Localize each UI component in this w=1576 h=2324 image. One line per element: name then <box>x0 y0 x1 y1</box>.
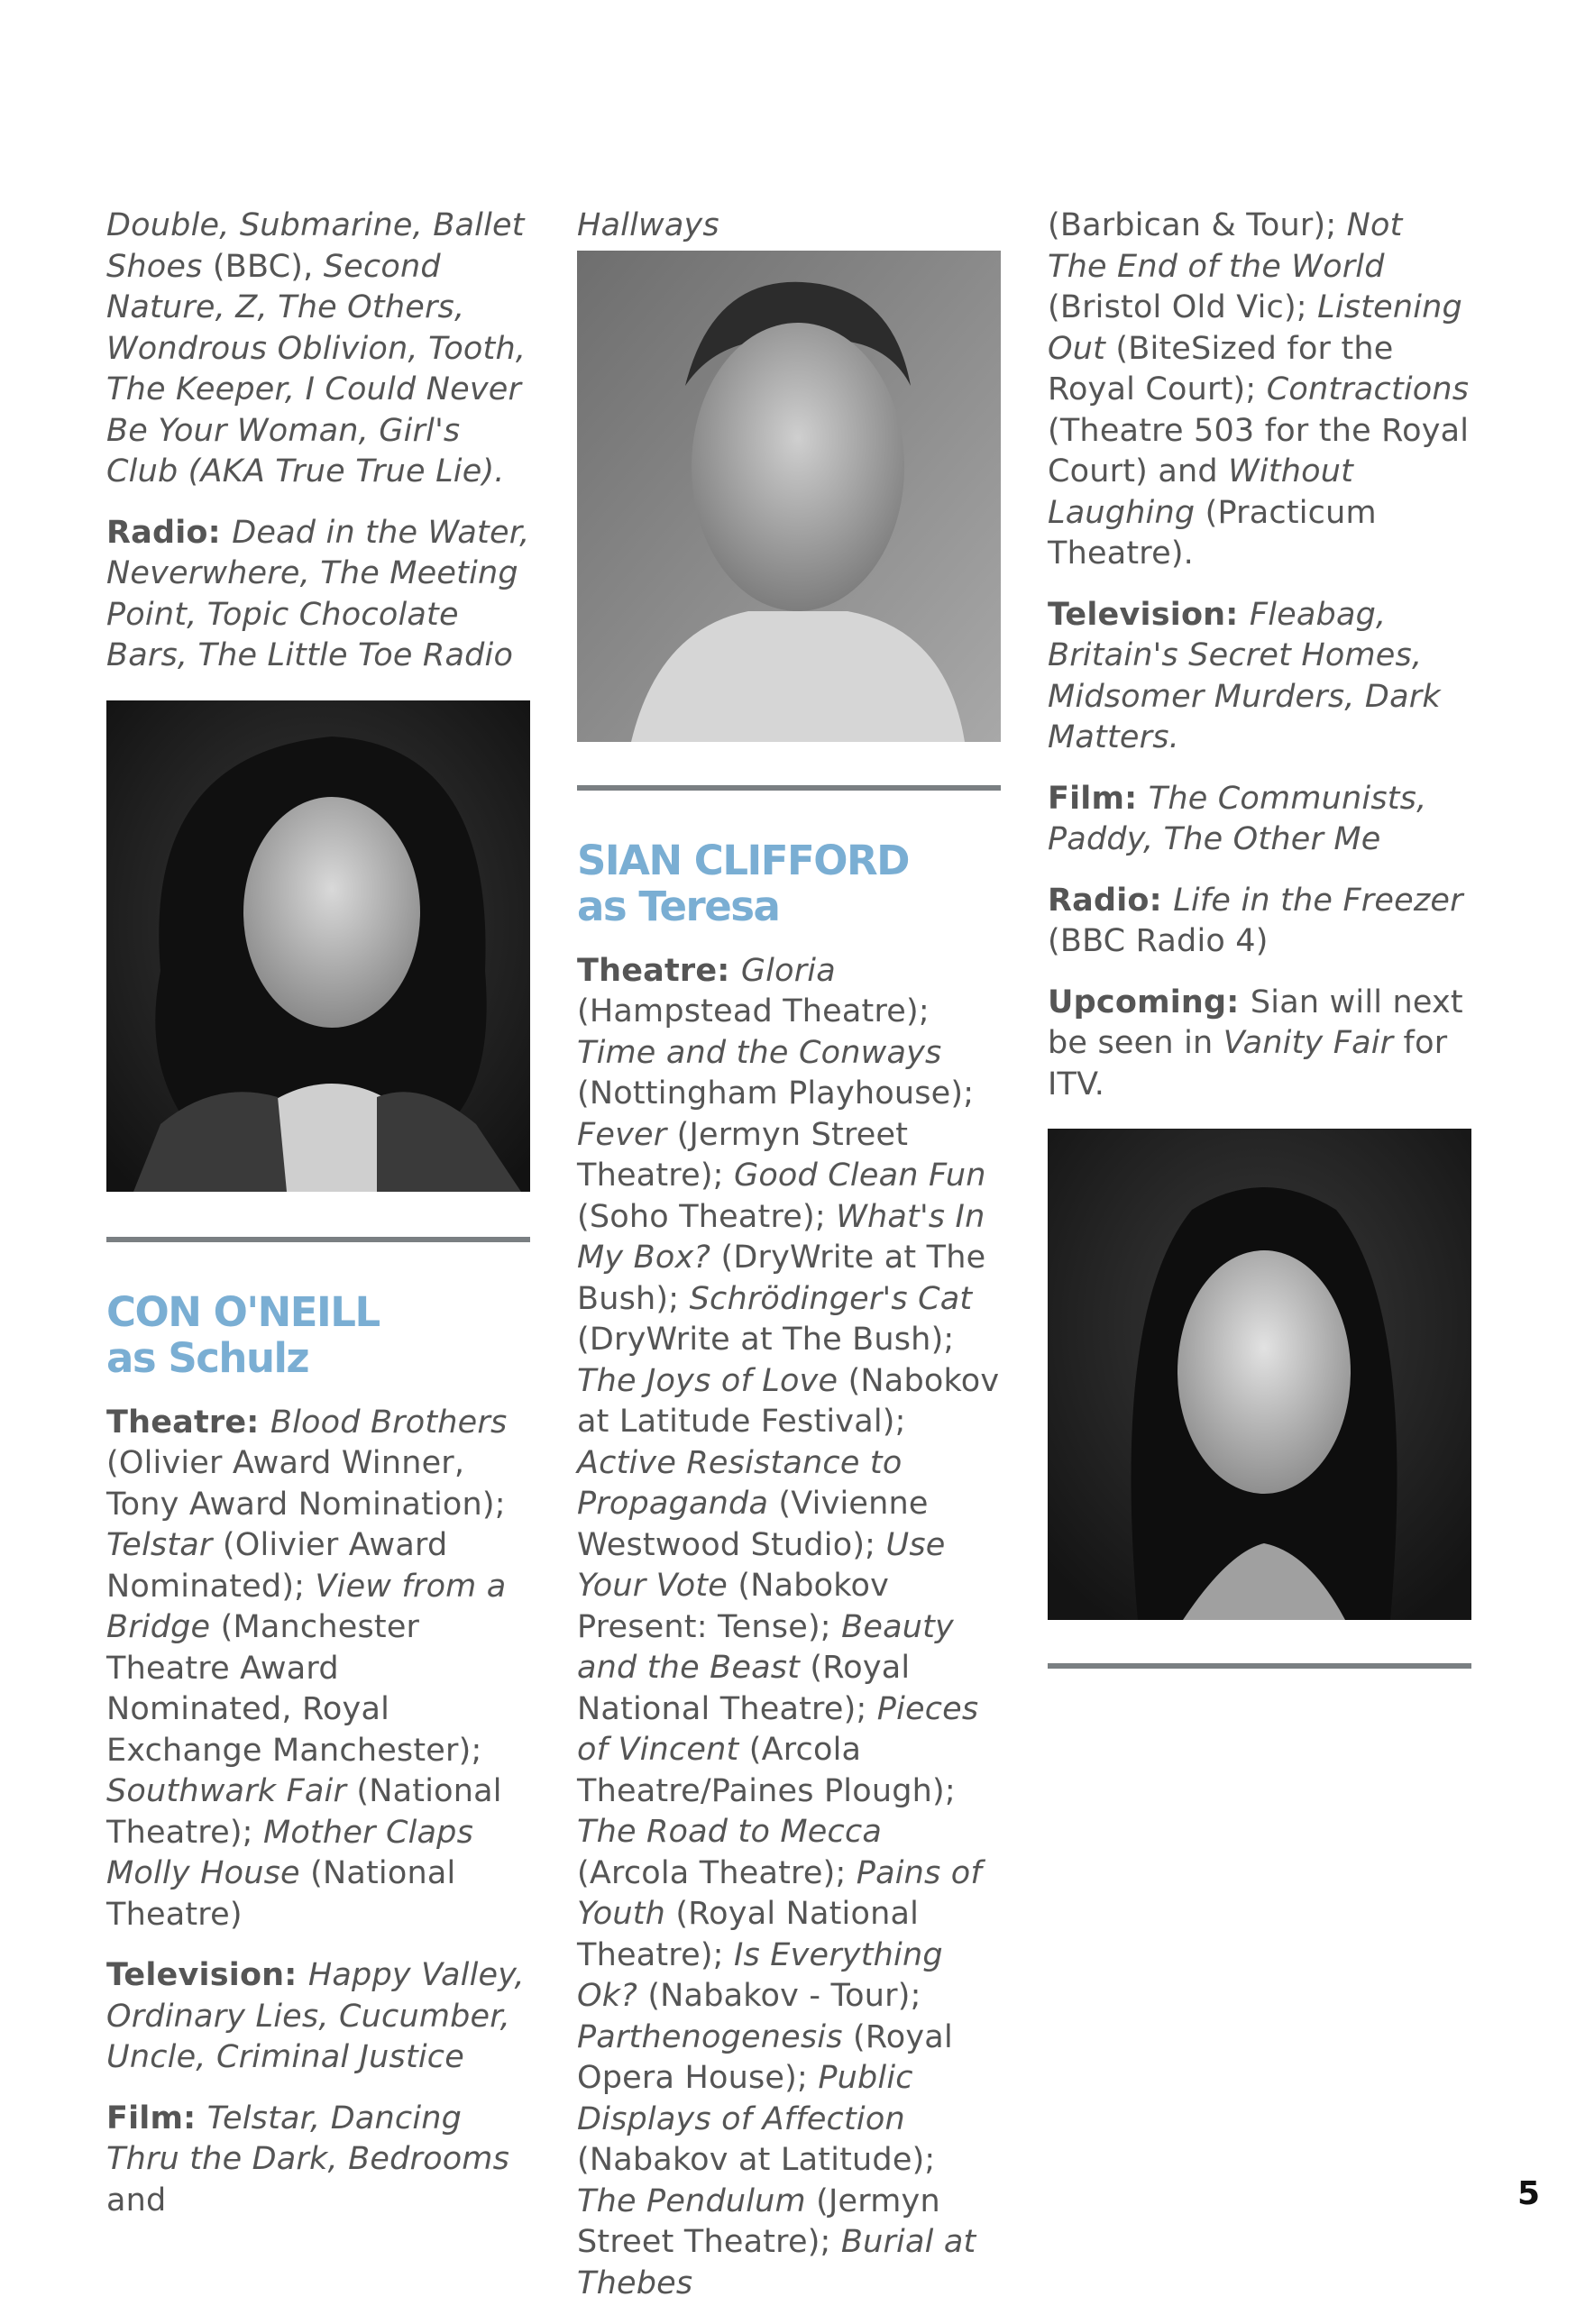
credit-title: The Pendulum <box>577 2182 806 2219</box>
actor-role: as Teresa <box>577 882 780 930</box>
credit-title: Without Laughing <box>1048 453 1354 531</box>
credit-detail: (Arcola Theatre/Paines Plough); <box>577 1732 956 1809</box>
credit-title: Telstar <box>106 1527 213 1563</box>
actor-role: as Schulz <box>106 1333 309 1382</box>
credit-detail: (Soho Theatre); <box>577 1198 837 1235</box>
credit-title: Happy Valley, Ordinary Lies, Cucumber, Uncle, Criminal Justice <box>106 1957 525 2075</box>
section-label: Film: <box>1048 780 1149 817</box>
body-paragraph <box>106 513 530 677</box>
credit-detail: (DryWrite at The Bush); <box>577 1240 986 1317</box>
credit-detail: (BiteSized for the Royal Court); <box>1048 330 1394 407</box>
actor-name: SIAN CLIFFORD <box>577 836 909 884</box>
bio-paragraph <box>577 951 1001 2305</box>
credit-title: Beauty and the Beast <box>577 1608 954 1686</box>
credit-title: The Communists, Paddy, The Other Me <box>1048 780 1427 857</box>
credit-detail: (Royal National Theatre); <box>577 1650 911 1727</box>
credit-detail: (Bristol Old Vic); <box>1048 289 1318 325</box>
headshot-photo-sian-clifford <box>1048 1129 1471 1620</box>
credit-title: The Road to Mecca <box>577 1814 883 1850</box>
credit-title: Pains of Youth <box>577 1854 982 1932</box>
credit-title: Time and the Conways <box>577 1034 942 1071</box>
credit-detail: Sian will next be seen in <box>1048 984 1463 1061</box>
bio-paragraph <box>106 1955 530 2079</box>
credit-detail: (Royal National Theatre); <box>577 1896 920 1973</box>
credit-detail: (Nabokov at Latitude Festival); <box>577 1362 1000 1440</box>
section-divider <box>106 1237 530 1242</box>
body-paragraph <box>577 206 1001 247</box>
section-label: Television: <box>1048 596 1250 633</box>
section-divider <box>1048 1663 1471 1669</box>
credit-title: Vanity Fair <box>1223 1025 1394 1061</box>
bio-paragraph <box>106 1403 530 1936</box>
credit-title: Listening Out <box>1048 289 1462 367</box>
column-right <box>1048 206 1471 1669</box>
bio-con-oneill <box>106 1289 530 2222</box>
section-label: Radio: <box>1048 882 1174 919</box>
credit-detail: (Jermyn Street Theatre); <box>577 2182 940 2260</box>
headshot-photo-male <box>577 251 1001 742</box>
credit-title: Gloria <box>740 952 836 989</box>
section-label: Television: <box>106 1957 308 1993</box>
page-number: 5 <box>1516 2175 1540 2212</box>
credit-title: Is Everything Ok? <box>577 1936 943 2014</box>
credit-detail: for ITV. <box>1048 1025 1448 1103</box>
credit-title: Schrödinger's Cat <box>689 1280 973 1317</box>
credit-detail: (Nabakov - Tour); <box>637 1978 921 2014</box>
credit-title: The Joys of Love <box>577 1362 838 1399</box>
credit-detail: (Arcola Theatre); <box>577 1854 857 1891</box>
credit-title: Not The End of the World <box>1048 207 1403 285</box>
bio-paragraph <box>106 2099 530 2222</box>
credit-title: Double, Submarine, Ballet Shoes <box>106 207 525 285</box>
body-paragraph <box>1048 983 1471 1106</box>
credit-title: Life in the Freezer <box>1173 882 1463 919</box>
section-label: Radio: <box>106 514 233 551</box>
credit-detail: (Vivienne Westwood Studio); <box>577 1486 929 1563</box>
credit-detail: (Olivier Award Nominated); <box>106 1527 448 1605</box>
credit-detail: (Jermyn Street Theatre); <box>577 1116 909 1194</box>
credit-title: Good Clean Fun <box>734 1157 986 1194</box>
body-paragraph <box>1048 779 1471 861</box>
section-label: Upcoming: <box>1048 984 1251 1020</box>
credit-title: Public Displays of Affection <box>577 2060 913 2137</box>
section-label: Theatre: <box>577 952 741 989</box>
body-paragraph <box>106 206 530 493</box>
credit-detail: (Nabakov at Latitude); <box>577 2142 936 2178</box>
section-label: Theatre: <box>106 1404 270 1441</box>
credit-title: Southwark Fair <box>106 1773 347 1809</box>
credit-title: Contractions <box>1266 371 1470 407</box>
column-left <box>106 206 530 2241</box>
credit-title: Use Your Vote <box>577 1526 946 1604</box>
actor-name: CON O'NEILL <box>106 1287 380 1336</box>
credit-title: Pieces of Vincent <box>577 1690 979 1768</box>
body-paragraph <box>1048 595 1471 759</box>
headshot-photo-con-oneill <box>106 700 530 1192</box>
credit-detail: (Manchester Theatre Award Nominated, Royal Exchange Manchester); <box>106 1609 482 1769</box>
credit-title: Blood Brothers <box>270 1404 508 1441</box>
credit-detail: (BBC), <box>202 248 324 285</box>
credit-title: Second Nature, Z, The Others, Wondrous Oblivion, Tooth, The Keeper, I Could Never Be Your Woman, Girl's Club (AKA True True Lie). <box>106 248 527 490</box>
credit-title: View from a Bridge <box>106 1568 507 1645</box>
credit-title: Mother Claps Molly House <box>106 1814 474 1891</box>
credit-title: Parthenogenesis <box>577 2018 843 2055</box>
credit-detail: and <box>106 2182 167 2219</box>
credit-title: Fleabag, Britain's Secret Homes, Midsomer Murders, Dark Matters. <box>1048 596 1441 755</box>
credit-detail: (Practicum Theatre). <box>1048 494 1377 572</box>
credit-detail: (Theatre 503 for the Royal Court) and <box>1048 412 1470 490</box>
credit-detail: (DryWrite at The Bush); <box>577 1322 955 1358</box>
credit-detail: (Royal Opera House); <box>577 2018 953 2096</box>
credit-detail: (BBC Radio 4) <box>1048 923 1269 959</box>
credit-detail: (Nottingham Playhouse); <box>577 1075 975 1112</box>
section-divider <box>577 785 1001 791</box>
credit-detail: (National Theatre); <box>106 1773 502 1851</box>
bio-sian-clifford <box>577 837 1001 2305</box>
credit-detail: (Hampstead Theatre); <box>577 993 930 1029</box>
section-label: Film: <box>106 2100 207 2136</box>
credit-title: Dead in the Water, Neverwhere, The Meeting Point, Topic Chocolate Bars, The Little Toe Radio <box>106 514 530 673</box>
credit-title: Telstar, Dancing Thru the Dark, Bedrooms <box>106 2100 510 2177</box>
credit-title: Fever <box>577 1116 667 1153</box>
credit-detail: (Nabokov Present: Tense); <box>577 1568 890 1645</box>
column-middle <box>577 206 1001 2324</box>
body-paragraph <box>1048 206 1471 575</box>
credit-detail: (Olivier Award Winner, Tony Award Nomination); <box>106 1445 506 1523</box>
credit-title: Active Resistance to Propaganda <box>577 1444 903 1522</box>
credit-title: What's In My Box? <box>577 1198 985 1276</box>
body-paragraph <box>1048 881 1471 963</box>
credit-detail: (Barbican & Tour); <box>1048 207 1347 243</box>
credit-detail: (National Theatre) <box>106 1855 456 1933</box>
credit-title: Hallways <box>577 207 719 243</box>
credit-title: Burial at Thebes <box>577 2224 976 2301</box>
